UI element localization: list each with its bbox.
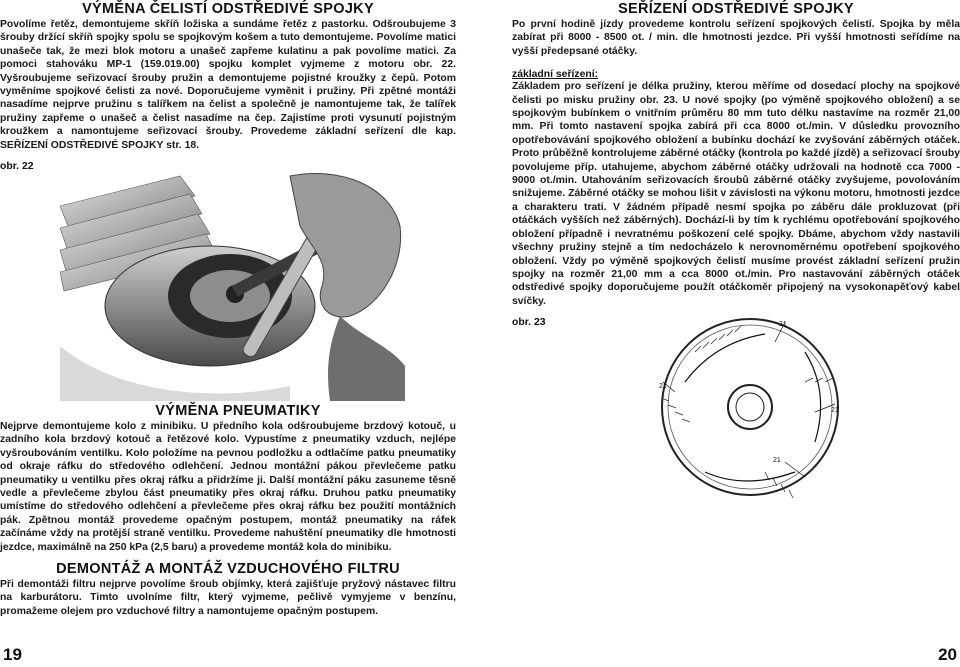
basic-adjustment-text: Základem pro seřízení je délka pružiny, kterou měříme od dosedací plochy na spojkové čelisti po misku pružiny obr. 23. U nové spojky (po výměně spojkového obložení) a se spojkovým bubínkem o vnitřním průměru 80 mm tuto délku nastavíme na rozměr 21,00 mm. Při tomto nastavení spojka zabírá při cca 8000 ot./min. V důsledku provozního opotřebovávání spojkového obložení a bubínku dochází ke zvyšování záběrných otáček. Proto průběžně kontrolujeme záběrné otáčky (kontrola po každé jízdě) a seřizovací šrouby povolujeme příp. utahujeme, abychom záběrné otáčky udržovali na hodnotě cca 7000 - 9000 ot./min. Utahováním seřizovacích šroubů záběrné otáčky zvyšujeme, povolováním snižujeme. Záběrné otáčky se mohou lišit v závislosti na výkonu motoru, hmotnosti jezdce a charakteru trati. V žádném případě nesmí spojka po záběru dále prokluzovat (při otáčkách vyšších než záběrných). Dochází-li by tím k rychlému opotřebování spojkového obložení případně i nevratnému poškození celé spojky. Dbáme, abychom vždy nastavili všechny pružiny stejně a tím nedocházelo k nerovnoměrnému opotřebení spojkového obložení. Vždy po výměně spojkových čelistí musíme provést základní seřízení pružin spojky na rozměr 21,00 mm a cca 8000 ot./min. Pro nastavování záběrných otáček odstředivé spojky doporučujeme použít otáčkoměr připojený na vysokonapěťový kabel svíčky. [512,81,960,307]
tire-section [0,403,456,618]
page-number-left: 19 [3,645,22,664]
page-number-right: 20 [938,645,957,664]
clutch-adjustment-intro: Po první hodině jízdy provedeme kontrolu seřízení spojkových čelistí. Spojka by měla zabírat při 8000 - 8500 ot. / min. dle hmotnosti jezdce. Při vyšší hmotnosti seřídíme na vyšší předepsané otáčky. [512,19,960,57]
clutch-shoe-replacement-text: Povolíme řetěz, demontujeme skříň ložiska a sundáme řetěz z pastorku. Odšroubujeme 3 šrouby držící skříň spojky spolu se spojkovým košem a tuto demontujeme. Povolíme matici unašeče tak, že mezi blok motoru a unašeč zapřeme kulatinu a pak povolíme matici. Za pomoci stahováku MP-1 (159.019.00) spojku komplet vyjmeme z motoru obr. 22. Vyšroubujeme seřizovací šrouby pružin a demontujeme pojistné kroužky z čepů. Potom vyměníme spojkové čelisti za nové. Doporučujeme vyměnit i pružiny. Při zpětné montáži nasadíme nejprve pružinu s talířkem na čelist a společně je namontujeme tak, že talířek pružiny zapřeme o unašeč a čelist nasadíme na čep. Zajistíme proti vysunutí pojistným kroužkem a namontujeme seřizovací šrouby. Provedeme základní seřízení dle kap. SEŘÍZENÍ ODSTŘEDIVÉ SPOJKY str. 18. [0,19,456,151]
clutch-adjustment-heading: SEŘÍZENÍ ODSTŘEDIVÉ SPOJKY [618,1,854,17]
dim-label-left: 21 [659,383,667,390]
dim-label-top: 21 [779,321,787,328]
tire-replacement-text: Nejprve demontujeme kolo z minibiku. U předního kola odšroubujeme brzdový kotouč, u zadního kola brzdový kotouč a řetězové kolo. Vypustíme z pneumatiky vzduch, nejlépe vyšroubováním ventilku. Kolo položíme na pevnou podložku a odtlačíme patku pneumatiky od okraje ráfku do středového odlehčení. Jednou montážní pákou převlečeme patku pneumatiky u ventilku přes okraj ráfku a přidržíme ji. Další montážní páku zasuneme těsně vedle a převlečeme zbylou část pneumatiky přes okraj ráfku. Druhou patku pneumatiky umístíme do středového odlehčení a převlečeme přes okraj ráfku bez použití montážních pák. Zpětnou montáž provedeme opačným postupem, montáž pneumatiky na ráfek začínáme vždy na protější straně ventilku. Provedeme nahuštění pneumatiky dle hmotnosti jezdce, maximálně na 250 kPa (2,5 baru) a provedeme montáž kola do minibiku. [0,421,456,553]
basic-adjustment-subheading: základní seřízení: [512,69,599,81]
air-filter-heading: DEMONTÁŽ A MONTÁŽ VZDUCHOVÉHO FILTRU [56,561,400,578]
air-filter-text: Při demontáži filtru nejprve povolíme šroub objímky, která zajišťuje pryžový nástavec filtru na karburátoru. Timto uvolníme filtr, který vyjmeme, pečlivě vymyjeme v benzínu, promažeme olejem pro vzduchové filtry a namontujeme opačným postupem. [0,579,456,617]
clutch-shoe-replacement-heading: VÝMĚNA ČELISTÍ ODSTŘEDIVÉ SPOJKY [82,1,374,17]
right-page [512,0,960,328]
dim-label-right: 21 [831,407,839,414]
clutch-spring-diagram [655,312,845,502]
tire-replacement-heading: VÝMĚNA PNEUMATIKY [155,403,321,419]
left-page [0,0,456,172]
figure-23-caption: obr. 23 [512,317,546,329]
figure-22-caption: obr. 22 [0,161,34,173]
dim-label-bottom: 21 [773,457,781,464]
clutch-removal-photo [60,166,405,401]
